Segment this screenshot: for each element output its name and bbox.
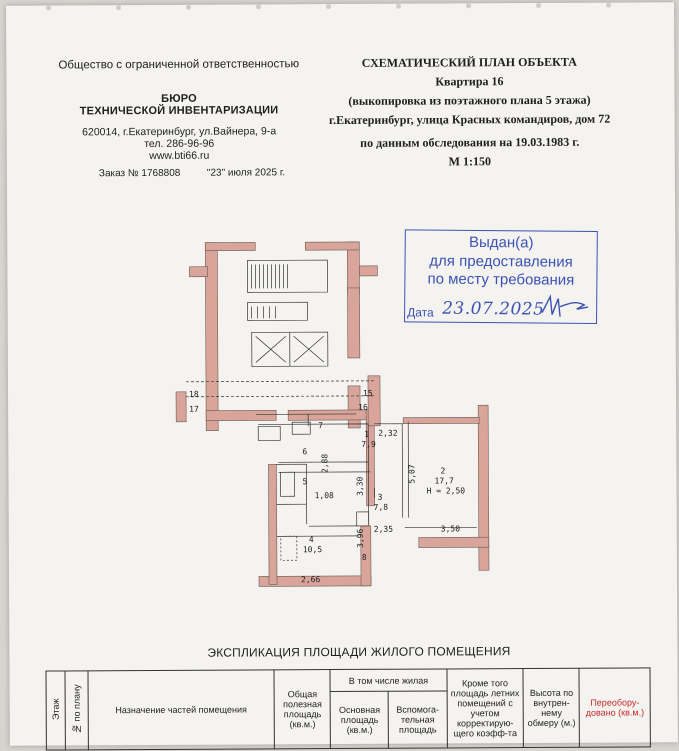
dim-2-35: 2,35 [373,524,394,534]
title-apartment: Квартира 16 [435,74,504,89]
dim-3-30: 3,30 [355,476,365,496]
explication-table [45,667,650,750]
org-address: 620014, г.Екатеринбург, ул.Вайнера, 9-а [82,125,277,139]
floor-plan [167,235,509,617]
stamp-line2: для предоставления [429,252,573,271]
room-3-area: 7,8 [373,502,389,512]
org-line3: ТЕХНИЧЕСКОЙ ИНВЕНТАРИЗАЦИИ [79,104,279,118]
title-survey: по данным обследования на 19.03.1983 г. [360,134,580,150]
side-label-left-top: 18 [189,389,199,399]
org-line2: БЮРО [161,92,197,105]
perforation-holes [6,2,666,11]
room-5-no: 5 [302,477,308,487]
dim-5-07: 5,07 [407,464,417,484]
dim-3-96: 3,96 [355,528,365,548]
stamp-date-value: 23.07.2025 [442,298,545,320]
room-6-no: 6 [302,447,308,457]
title-extract: (выкопировка из поэтажного плана 5 этажа) [348,92,591,108]
order-number: Заказ № 1768808 [98,167,181,180]
dim-3-50: 3,50 [440,524,461,534]
room-2-height: Н = 2,50 [426,486,466,496]
side-label-right-bottom: 16 [358,402,368,412]
stamp-date-label: Дата [407,305,434,320]
org-website: www.bti66.ru [149,149,210,163]
room-4-area: 10,5 [302,545,323,555]
dim-1-08: 1,08 [314,491,334,501]
room-7-no: 7 [318,421,324,431]
room-2-no: 2 [440,466,446,476]
dim-2-32: 2,32 [378,428,398,438]
room-2-area: 17,7 [434,476,454,486]
col-incl: В том числе жилая [330,669,446,692]
title-scale: М 1:150 [448,154,492,169]
stamp-line3: по месту требования [427,270,575,289]
col-aux: Вспомога-тельная площадь [389,691,447,748]
room-1-area: 7,9 [361,439,376,449]
signature [540,293,590,321]
col-main: Основная площадь (кв.м.) [330,691,388,748]
room-3-no: 3 [377,492,383,502]
organization-block [56,58,302,162]
document-title [324,53,615,173]
explication-title: ЭКСПЛИКАЦИЯ ПЛОЩАДИ ЖИЛОГО ПОМЕЩЕНИЯ [207,644,511,660]
title-address: г.Екатеринбург, улица Красных командиров, дом 72 [328,111,611,128]
order-date: "23" июля 2025 г. [206,167,286,179]
room-8-no: 8 [361,552,367,562]
title-main: СХЕМАТИЧЕСКИЙ ПЛАН ОБЪЕКТА [361,54,577,70]
col-floor: Этаж [50,698,61,721]
col-total: Общая полезная площадь (кв.м.) [274,670,330,749]
col-summer: Кроме того площадь летних помещений с учетом корректирую-щего коэфф-та [447,669,524,748]
stamp-line1: Выдан(а) [468,233,534,252]
side-label-left-bottom: 17 [189,404,199,414]
side-label-right-top: 15 [363,388,373,398]
col-no: № по плану [71,684,82,735]
org-phone: тел. 286-96-96 [144,137,215,151]
col-reequip: Переобору-довано (кв.м.) [579,668,650,747]
room-1-no: 1 [364,429,370,439]
col-purpose: Назначение частей помещения [87,670,274,750]
col-height: Высота по внутрен-нему обмеру (м.) [523,668,579,747]
room-4-no: 4 [308,535,314,545]
org-line1: Общество с ограниченной ответственностью [58,58,300,72]
dim-2-66: 2,66 [300,575,321,585]
dim-2-88: 2,88 [320,453,330,474]
document-sheet [6,2,678,745]
